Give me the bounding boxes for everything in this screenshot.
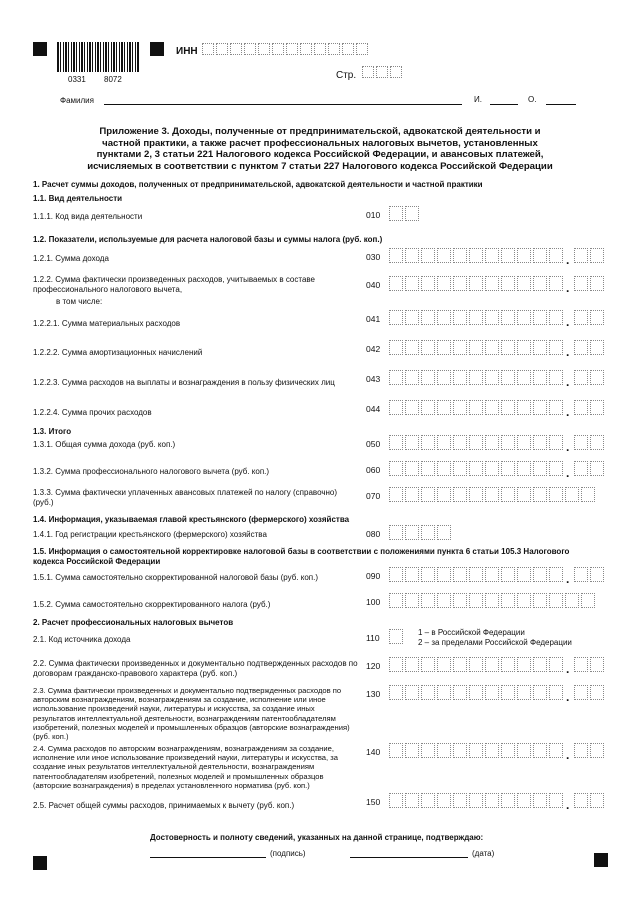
- initial-o-label: О.: [528, 95, 537, 104]
- line-22-label: 2.2. Сумма фактически произведенных и документально подтвержденных расходов по договорам гражданско-правового характера (руб. коп.): [33, 659, 358, 678]
- source-option-1: 1 – в Российской Федерации: [418, 628, 525, 637]
- line-1224-kopecks-field[interactable]: [574, 400, 604, 415]
- barcode-number-left: 0331: [68, 75, 86, 84]
- line-122-kopecks-field[interactable]: [574, 276, 604, 291]
- section-1-2-heading: 1.2. Показатели, используемые для расчета налоговой базы и суммы налога (руб. коп.): [33, 235, 383, 244]
- line-122-label: 1.2.2. Сумма фактически произведенных расходов, учитываемых в составе профессионального налогового вычета,: [33, 275, 316, 294]
- initial-i-field[interactable]: [490, 104, 518, 105]
- page-label: Стр.: [336, 70, 357, 81]
- barcode: [57, 42, 139, 72]
- line-24-label: 2.4. Сумма расходов по авторским вознаграждениям, вознаграждениям за создание, исполнение или иное использование произведений науки, литературы и искусства, за создание иных результатов интеллектуальной деятельности, вознаграждениям патентообладателям изобретений, полезных моделей и промышленных образцов (авторские вознаграждения) в пределах установленного норматива (руб. коп.): [33, 744, 338, 790]
- line-23-field[interactable]: [389, 685, 563, 700]
- line-1222-decimal-dot: .: [566, 345, 570, 359]
- initial-o-field[interactable]: [546, 104, 576, 105]
- line-152-field[interactable]: [389, 593, 595, 608]
- line-1223-kopecks-field[interactable]: [574, 370, 604, 385]
- line-1224-decimal-dot: .: [566, 405, 570, 419]
- line-22-field[interactable]: [389, 657, 563, 672]
- line-1223-decimal-dot: .: [566, 375, 570, 389]
- corner-marker-bottom-left: [33, 856, 47, 870]
- section-1-1-heading: 1.1. Вид деятельности: [33, 194, 123, 203]
- line-1223-label: 1.2.2.3. Сумма расходов на выплаты и вознаграждения в пользу физических лиц: [33, 378, 335, 387]
- line-1221-label: 1.2.2.1. Сумма материальных расходов: [33, 319, 181, 328]
- page-title: Приложение 3. Доходы, полученные от предпринимательской, адвокатской деятельности и частной практики, а также расчет профессиональных налоговых вычетов, установленных пунктами 2, 3 статьи 221 Налогового кодекса Российской Федерации, и авансовых платежей, исчисляемых в соответствии с пунктом 7 статьи 227 Налогового кодекса Российской Федерации: [87, 126, 553, 172]
- line-122-code: 040: [366, 280, 381, 290]
- corner-marker-top-left: [33, 42, 47, 56]
- line-25-decimal-dot: .: [566, 798, 570, 812]
- line-133-field[interactable]: [389, 487, 595, 502]
- surname-field[interactable]: [104, 104, 462, 105]
- line-1222-field[interactable]: [389, 340, 563, 355]
- line-21-label: 2.1. Код источника дохода: [33, 635, 131, 644]
- line-131-kopecks-field[interactable]: [574, 435, 604, 450]
- line-132-kopecks-field[interactable]: [574, 461, 604, 476]
- line-131-decimal-dot: .: [566, 440, 570, 454]
- line-23-code: 130: [366, 689, 381, 699]
- confirmation-text: Достоверность и полноту сведений, указанных на данной странице, подтверждаю:: [150, 833, 484, 842]
- line-25-code: 150: [366, 797, 381, 807]
- line-141-code: 080: [366, 529, 381, 539]
- line-132-decimal-dot: .: [566, 466, 570, 480]
- line-1224-field[interactable]: [389, 400, 563, 415]
- line-133-label: 1.3.3. Сумма фактически уплаченных авансовых платежей по налогу (справочно) (руб.): [33, 488, 338, 507]
- initial-i-label: И.: [474, 95, 482, 104]
- line-152-label: 1.5.2. Сумма самостоятельно скорректированного налога (руб.): [33, 600, 271, 609]
- line-132-label: 1.3.2. Сумма профессионального налогового вычета (руб. коп.): [33, 467, 270, 476]
- section-1-3-heading: 1.3. Итого: [33, 427, 72, 436]
- line-121-kopecks-field[interactable]: [574, 248, 604, 263]
- line-132-code: 060: [366, 465, 381, 475]
- inn-label: ИНН: [176, 46, 198, 57]
- line-121-label: 1.2.1. Сумма дохода: [33, 254, 109, 263]
- line-131-code: 050: [366, 439, 381, 449]
- line-22-kopecks-field[interactable]: [574, 657, 604, 672]
- line-24-kopecks-field[interactable]: [574, 743, 604, 758]
- line-1221-field[interactable]: [389, 310, 563, 325]
- line-122-decimal-dot: .: [566, 281, 570, 295]
- line-1224-label: 1.2.2.4. Сумма прочих расходов: [33, 408, 152, 417]
- line-131-label: 1.3.1. Общая сумма дохода (руб. коп.): [33, 440, 176, 449]
- section-1-4-heading: 1.4. Информация, указываемая главой крестьянского (фермерского) хозяйства: [33, 515, 350, 524]
- line-111-label: 1.1.1. Код вида деятельности: [33, 212, 143, 221]
- corner-marker-bottom-right: [594, 853, 608, 867]
- line-23-label: 2.3. Сумма фактически произведенных и документально подтвержденных расходов по авторским вознаграждениям, вознаграждениям за создание, исполнение или иное использование произведений науки, литературы и искусства, за создание иных результатов интеллектуальной деятельности, вознаграждениям патентообладателям изобретений, полезных моделей и промышленных образцов (авторские вознаграждения) (руб. коп.): [33, 686, 350, 742]
- line-1222-kopecks-field[interactable]: [574, 340, 604, 355]
- line-141-field[interactable]: [389, 525, 451, 540]
- line-22-decimal-dot: .: [566, 662, 570, 676]
- line-121-code: 030: [366, 252, 381, 262]
- date-field[interactable]: [350, 857, 468, 858]
- barcode-number-right: 8072: [104, 75, 122, 84]
- line-111-field[interactable]: [389, 206, 419, 221]
- line-133-code: 070: [366, 491, 381, 501]
- line-121-field[interactable]: [389, 248, 563, 263]
- line-22-code: 120: [366, 661, 381, 671]
- signature-field[interactable]: [150, 857, 266, 858]
- section-1-5-heading: 1.5. Информация о самостоятельной корректировке налоговой базы в соответствии с положениями пункта 6 статьи 105.3 Налогового кодекса Российской Федерации: [33, 547, 570, 566]
- page-number-field[interactable]: [362, 66, 402, 78]
- line-132-field[interactable]: [389, 461, 563, 476]
- line-21-code: 110: [366, 633, 380, 643]
- line-25-label: 2.5. Расчет общей суммы расходов, принимаемых к вычету (руб. коп.): [33, 801, 295, 810]
- line-151-kopecks-field[interactable]: [574, 567, 604, 582]
- line-151-decimal-dot: .: [566, 572, 570, 586]
- including-label: в том числе:: [56, 297, 103, 306]
- line-122-field[interactable]: [389, 276, 563, 291]
- line-1221-kopecks-field[interactable]: [574, 310, 604, 325]
- line-111-code: 010: [366, 210, 381, 220]
- line-24-code: 140: [366, 747, 381, 757]
- inn-field[interactable]: [202, 43, 368, 55]
- surname-label: Фамилия: [60, 96, 94, 105]
- line-1224-code: 044: [366, 404, 381, 414]
- line-1222-code: 042: [366, 344, 381, 354]
- section-1-heading: 1. Расчет суммы доходов, полученных от предпринимательской, адвокатской деятельности и частной практики: [33, 180, 483, 189]
- line-152-code: 100: [366, 597, 381, 607]
- line-25-field[interactable]: [389, 793, 563, 808]
- line-151-code: 090: [366, 571, 381, 581]
- line-141-label: 1.4.1. Год регистрации крестьянского (фермерского) хозяйства: [33, 530, 267, 539]
- section-2-heading: 2. Расчет профессиональных налоговых вычетов: [33, 618, 234, 627]
- line-1223-field[interactable]: [389, 370, 563, 385]
- line-24-decimal-dot: .: [566, 748, 570, 762]
- line-25-kopecks-field[interactable]: [574, 793, 604, 808]
- line-1221-code: 041: [366, 314, 381, 324]
- signature-label: (подпись): [270, 849, 306, 858]
- line-151-label: 1.5.1. Сумма самостоятельно скорректированной налоговой базы (руб. коп.): [33, 573, 318, 582]
- line-1222-label: 1.2.2.2. Сумма амортизационных начислений: [33, 348, 203, 357]
- line-24-field[interactable]: [389, 743, 563, 758]
- corner-marker-top-right: [150, 42, 164, 56]
- line-121-decimal-dot: .: [566, 253, 570, 267]
- source-option-2: 2 – за пределами Российской Федерации: [418, 638, 572, 647]
- line-23-decimal-dot: .: [566, 690, 570, 704]
- line-131-field[interactable]: [389, 435, 563, 450]
- line-151-field[interactable]: [389, 567, 563, 582]
- line-1221-decimal-dot: .: [566, 315, 570, 329]
- line-21-field[interactable]: [389, 629, 403, 644]
- line-1223-code: 043: [366, 374, 381, 384]
- line-23-kopecks-field[interactable]: [574, 685, 604, 700]
- date-label: (дата): [472, 849, 495, 858]
